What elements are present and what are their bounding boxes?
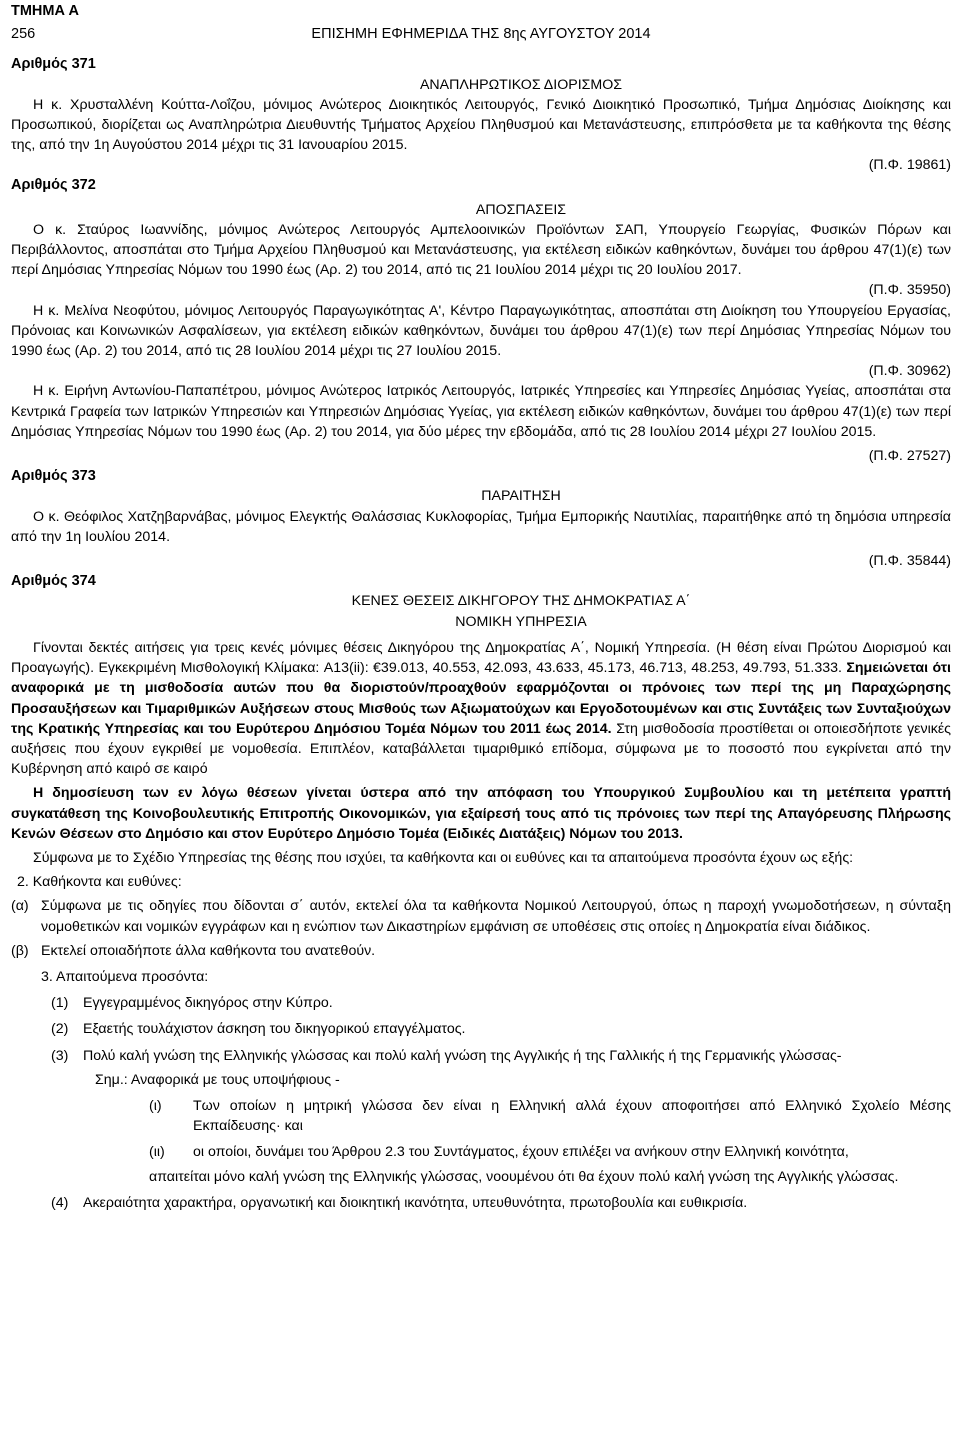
- qualification-4: [11, 1193, 951, 1213]
- section-label: ΤΜΗΜΑ Α: [11, 3, 79, 19]
- notice-372-ref-2: (Π.Φ. 30962): [868, 363, 951, 380]
- duty-a-label: (α): [11, 898, 29, 915]
- notice-374-para-3: Σύμφωνα με το Σχέδιο Υπηρεσίας της θέσης που ισχύει, τα καθήκοντα και οι ευθύνες και τα απαιτούμενα προσόντα έχουν ως εξής:: [33, 849, 854, 866]
- qualification-3-label: (3): [51, 1047, 69, 1064]
- qualification-1: [11, 993, 951, 1013]
- qualification-note-ii-label: (ιι): [149, 1144, 165, 1161]
- notice-372-para-3: Η κ. Ειρήνη Αντωνίου-Παπαπέτρου, μόνιμος Ανώτερος Ιατρικός Λειτουργός, Ιατρικές Υπηρεσίες και Υπηρεσίες Δημόσιας Υγείας, αποσπάται στα Κεντρικά Γραφεία των Ιατρικών Υπηρεσιών και Υπηρεσιών Δημόσιας Υγείας, για εκτέλεση ειδικών καθηκόντων, δυνάμει του άρθρου 47(1)(ε) των περί Δημόσιας Υπηρεσίας Νόμων του 1990 έως (Αρ. 2) του 2014, για δύο μέρες την εβδομάδα, από τις 28 Ιουλίου 2014 μέχρι 27 Ιουλίου 2015.: [11, 383, 951, 440]
- notice-372-ref-3: (Π.Φ. 27527): [868, 448, 951, 465]
- notice-372-para-2: Η κ. Μελίνα Νεοφύτου, μόνιμος Λειτουργός Παραγωγικότητας Α', Κέντρο Παραγωγικότητας, αποσπάται στη Διοίκηση του Υπουργείου Εργασίας, Πρόνοιας και Κοινωνικών Ασφαλίσεων, για εκτέλεση ειδικών καθηκόντων, δυνάμει του άρθρου 47(1)(ε) των περί Δημόσιας Υπηρεσίας Νόμων του 1990 έως (Αρ. 2) του 2014, από τις 28 Ιουλίου 2014 μέχρι τις 27 Ιουλίου 2015.: [11, 302, 951, 360]
- duty-b-label: (β): [11, 942, 29, 959]
- notice-371-text: Η κ. Χρυσταλλένη Κούττα-Λοΐζου, μόνιμος Ανώτερος Διοικητικός Λειτουργός, Γενικό Διοικητικό Προσωπικό, Τμήμα Δημόσιας Διοίκησης και Προσωπικού, διορίζεται ως Αναπληρώτρια Διευθυντής Τμήματος Αρχείου Πληθυσμού και Μετανάστευσης, επιπρόσθετα με τα καθήκοντα της θέσης της, από την 1η Αυγούστου 2014 μέχρι τις 31 Ιανουαρίου 2015.: [11, 96, 951, 154]
- notice-374-para-2: [11, 783, 951, 844]
- qualification-4-label: (4): [51, 1194, 69, 1211]
- qualification-3: [11, 1046, 951, 1066]
- notice-372-number: Αριθμός 372: [11, 177, 96, 194]
- qualification-2-label: (2): [51, 1021, 69, 1038]
- notice-374-title-2: ΝΟΜΙΚΗ ΥΠΗΡΕΣΙΑ: [455, 613, 587, 630]
- qualification-note-i-text: Των οποίων η μητρική γλώσσα δεν είναι η Ελληνική αλλά έχουν αποφοιτήσει από Ελληνικό Σχολείο Μέσης Εκπαίδευσης· και: [193, 1097, 951, 1135]
- qualification-1-text: Εγγεγραμμένος δικηγόρος στην Κύπρο.: [83, 995, 333, 1012]
- notice-373-title: ΠΑΡΑΙΤΗΣΗ: [481, 488, 561, 505]
- notice-374-para-1: [11, 638, 951, 779]
- duty-b-text: Εκτελεί οποιαδήποτε άλλα καθήκοντα του ανατεθούν.: [41, 942, 376, 959]
- notice-374-number: Αριθμός 374: [11, 573, 96, 590]
- qualification-2: [11, 1019, 951, 1039]
- notice-372-title: ΑΠΟΣΠΑΣΕΙΣ: [475, 201, 567, 218]
- qualification-1-label: (1): [51, 995, 69, 1012]
- page-header: [11, 24, 951, 44]
- page-number: 256: [11, 26, 36, 43]
- gazette-page: [11, 0, 951, 1213]
- notice-374-para-1-bold: Σημειώνεται ότι αναφορικά με τη μισθοδοσία αυτών που θα διοριστούν/προαχθούν εφαρμόζονται οι πρόνοιες των περί της μη Παραχώρησης Προσαυξήσεων και Τιμαριθμικών Αυξήσεων στους Μισθούς των Αξιωματούχων και Εργοδοτουμένων και στις Συντάξεις των Συνταξιούχων της Κρατικής Υπηρεσίας και του Ευρύτερου Δημόσιου Τομέα Νόμων του 2011 έως 2014.: [11, 660, 951, 737]
- qualification-note-ii-text: οι οποίοι, δυνάμει του Άρθρου 2.3 του Συντάγματος, έχουν επιλέξει να ανήκουν στην Ελληνική κοινότητα,: [193, 1144, 849, 1161]
- gazette-title: ΕΠΙΣΗΜΗ ΕΦΗΜΕΡΙΔΑ ΤΗΣ 8ης ΑΥΓΟΥΣΤΟΥ 2014: [311, 26, 651, 43]
- qualification-note-i-label: (ι): [149, 1097, 162, 1114]
- notice-371-title: ΑΝΑΠΛΗΡΩΤΙΚΟΣ ΔΙΟΡΙΣΜΟΣ: [419, 76, 623, 93]
- notice-373-text: Ο κ. Θεόφιλος Χατζηβαρνάβας, μόνιμος Ελεγκτής Θαλάσσιας Κυκλοφορίας, Τμήμα Εμπορικής Ναυτιλίας, παραιτήθηκε από τη δημόσια υπηρεσία από την 1η Ιουλίου 2014.: [11, 508, 951, 545]
- notice-374-para-1-a: Γίνονται δεκτές αιτήσεις για τρεις κενές μόνιμες θέσεις Δικηγόρου της Δημοκρατίας Α΄, Νομική Υπηρεσία. (Η θέση είναι Πρώτου Διορισμού και Προαγωγής). Εγκεκριμένη Μισθολογική Κλίμακα: A13(ii): €39.013, 40.553, 42.093, 43.633, 45.173, 46.713, 48.253, 49.793, 51.333.: [11, 639, 951, 677]
- notice-372-ref-1: (Π.Φ. 35950): [868, 282, 951, 299]
- notice-371-number: Αριθμός 371: [11, 56, 96, 73]
- notice-371-ref-row: [11, 155, 951, 175]
- notice-373-ref: (Π.Φ. 35844): [868, 553, 951, 570]
- notice-374-para-2-bold: Η δημοσίευση των εν λόγω θέσεων γίνεται ύστερα από την απόφαση του Υπουργικού Συμβουλίου και τη μετέπειτα γραπτή συγκατάθεση της Κοινοβουλευτικής Επιτροπής Οικονομικών, για εξαίρεσή τους από τις πρόνοιες των περί της Απαγόρευσης Πλήρωσης Κενών Θέσεων στο Δημόσιο και στον Ευρύτερο Δημόσιο Τομέα (Ειδικές Διατάξεις) Νόμων του 2013.: [11, 785, 951, 842]
- notice-373-number: Αριθμός 373: [11, 468, 96, 485]
- notice-372-para-1: Ο κ. Σταύρος Ιωαννίδης, μόνιμος Ανώτερος Λειτουργός Αμπελοοινικών Προϊόντων ΣΑΠ, Υπουργείο Γεωργίας, Φυσικών Πόρων και Περιβάλλοντος, αποσπάται στο Τμήμα Αρχείου Πληθυσμού και Μετανάστευσης, για εκτέλεση ειδικών καθηκόντων, δυνάμει του άρθρου 47(1)(ε) των περί Δημόσιας Υπηρεσίας Νόμων του 1990 έως (Αρ. 2) του 2014, από τις 21 Ιουλίου 2014 μέχρι τις 20 Ιουλίου 2017.: [11, 221, 951, 279]
- qualification-note-i: [11, 1096, 951, 1136]
- qualification-2-text: Εξαετής τουλάχιστον άσκηση του δικηγορικού επαγγέλματος.: [83, 1021, 466, 1038]
- qualification-note-after: απαιτείται μόνο καλή γνώση της Ελληνικής γλώσσας, νοουμένου ότι θα έχουν πολύ καλή γνώση της Αγγλικής γλώσσας.: [149, 1168, 899, 1185]
- duties-heading: 2. Καθήκοντα και ευθύνες:: [17, 874, 182, 891]
- duty-b: [11, 941, 951, 961]
- qualification-note-ii: [11, 1142, 951, 1162]
- notice-371-ref: (Π.Φ. 19861): [868, 157, 951, 174]
- duty-a: [11, 896, 951, 936]
- qualifications-heading: 3. Απαιτούμενα προσόντα:: [41, 968, 209, 985]
- qualification-3-text: Πολύ καλή γνώση της Ελληνικής γλώσσας και πολύ καλή γνώση της Αγγλικής ή της Γαλλικής ή της Γερμανικής γλώσσας-: [83, 1047, 842, 1064]
- duty-a-text: Σύμφωνα με τις οδηγίες που δίδονται σ΄ αυτόν, εκτελεί όλα τα καθήκοντα Νομικού Λειτουργού, όπως η παροχή γνωμοδοτήσεων, η σύνταξη νομοθετικών και νομικών εγγράφων και η ενώπιον των Δικαστηρίων εμφάνιση σε υποθέσεις στις οποίες η Δημοκρατία είναι διάδικος.: [41, 898, 951, 935]
- qualification-4-text: Ακεραιότητα χαρακτήρα, οργανωτική και διοικητική ικανότητα, υπευθυνότητα, πρωτοβουλία και ευθικρισία.: [83, 1194, 748, 1211]
- qualification-note-head: Σημ.: Αναφορικά με τους υποψήφιους -: [95, 1071, 340, 1088]
- notice-374-title-1: ΚΕΝΕΣ ΘΕΣΕΙΣ ΔΙΚΗΓΟΡΟΥ ΤΗΣ ΔΗΜΟΚΡΑΤΙΑΣ Α΄: [351, 593, 691, 610]
- notice-374-para-1-c: Στη μισθοδοσία προστίθεται οι οποιεσδήποτε γενικές αυξήσεις που έχουν εγκριθεί με νομοθεσία. Επιπλέον, καταβάλλεται τιμαριθμικό επίδομα, σύμφωνα με το ποσοστό που εγκρίνεται από την Κυβέρνηση από καιρό σε καιρό: [11, 720, 951, 778]
